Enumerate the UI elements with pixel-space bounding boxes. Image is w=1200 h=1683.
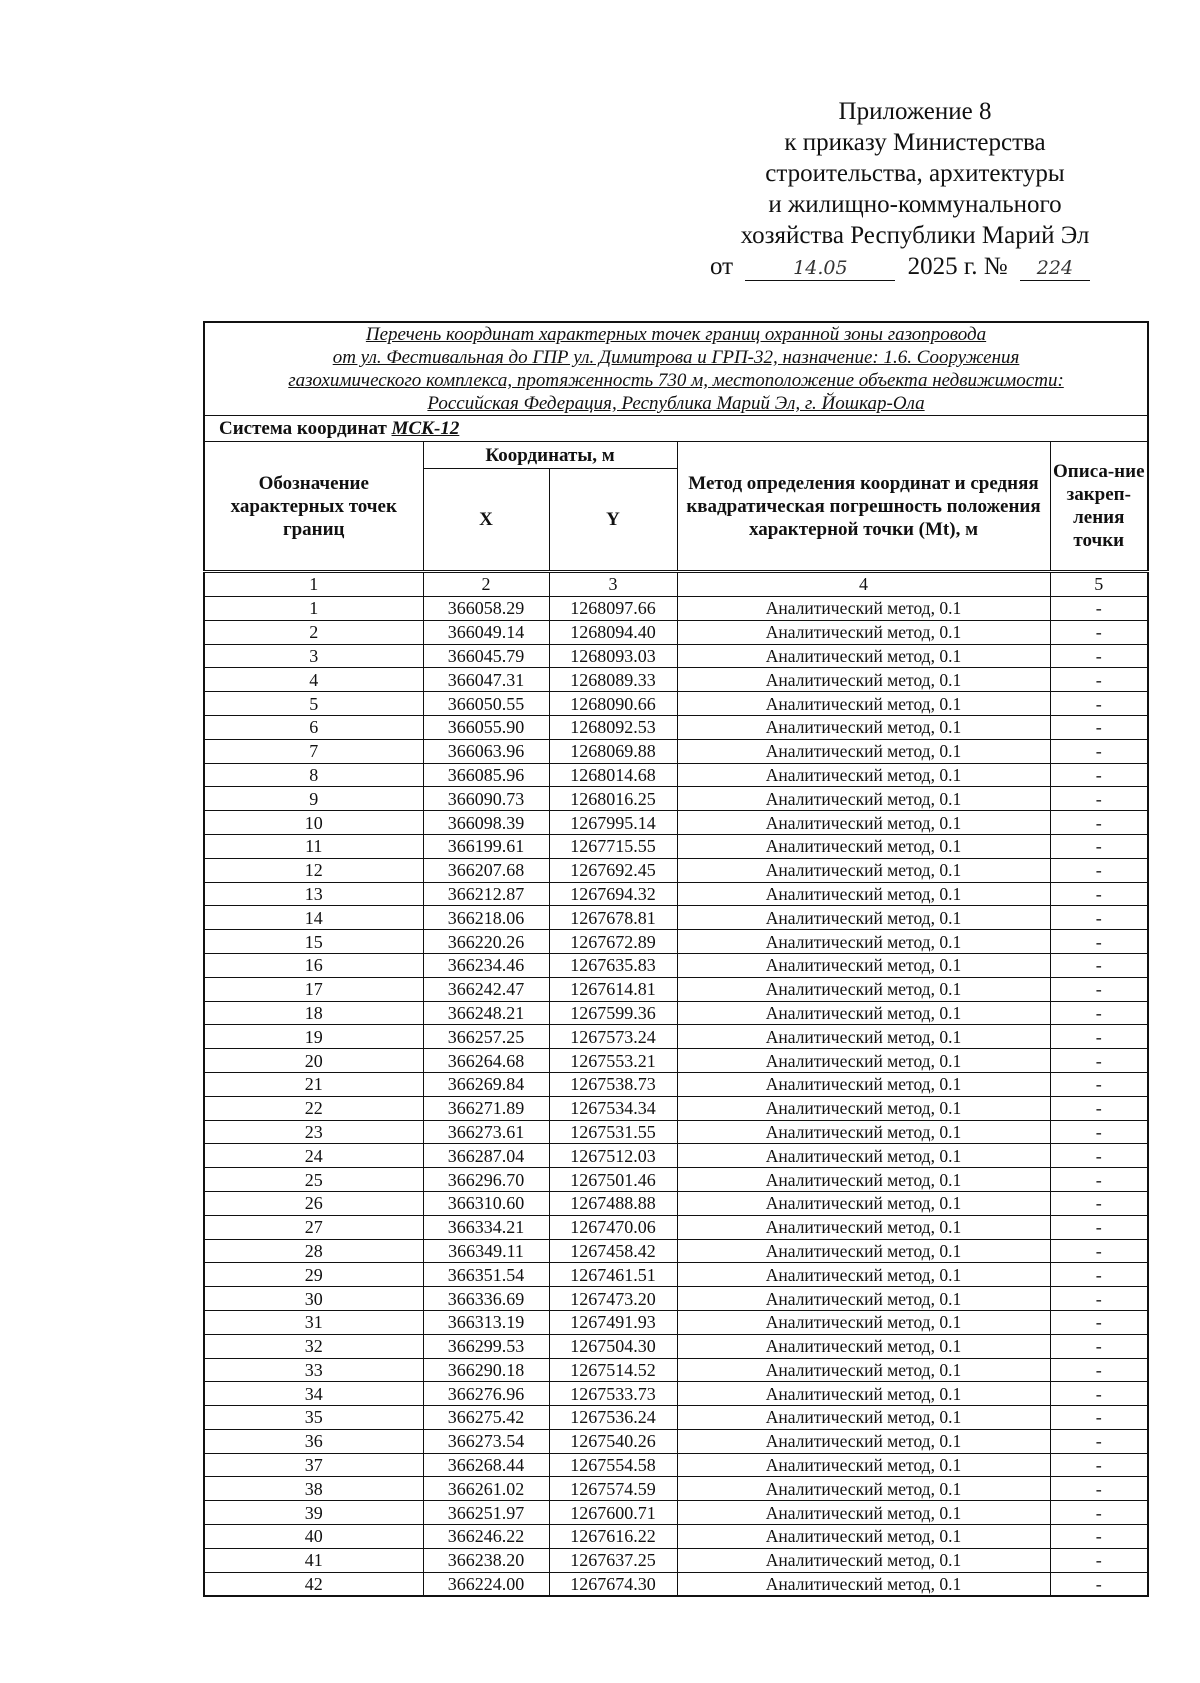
cell-y: 1267531.55 — [549, 1120, 677, 1144]
cell-x: 366273.61 — [423, 1120, 549, 1144]
cell-desc: - — [1050, 1406, 1148, 1430]
cell-desc: - — [1050, 692, 1148, 716]
cell-method: Аналитический метод, 0.1 — [677, 834, 1050, 858]
cell-desc: - — [1050, 882, 1148, 906]
table-row — [204, 1072, 1148, 1096]
cell-method: Аналитический метод, 0.1 — [677, 597, 1050, 621]
table-row — [204, 834, 1148, 858]
cell-method: Аналитический метод, 0.1 — [677, 882, 1050, 906]
cell-x: 366296.70 — [423, 1168, 549, 1192]
cell-desc: - — [1050, 1501, 1148, 1525]
cell-point: 20 — [204, 1049, 423, 1073]
cell-y: 1267533.73 — [549, 1382, 677, 1406]
appendix-date-line — [690, 251, 1140, 282]
cell-x: 366055.90 — [423, 715, 549, 739]
cell-point: 2 — [204, 620, 423, 644]
cell-x: 366269.84 — [423, 1072, 549, 1096]
cell-method: Аналитический метод, 0.1 — [677, 1477, 1050, 1501]
table-row — [204, 1191, 1148, 1215]
cell-x: 366218.06 — [423, 906, 549, 930]
cell-desc: - — [1050, 597, 1148, 621]
cell-y: 1267461.51 — [549, 1263, 677, 1287]
cell-desc: - — [1050, 1334, 1148, 1358]
cell-desc: - — [1050, 1525, 1148, 1549]
cell-x: 366085.96 — [423, 763, 549, 787]
table-row — [204, 763, 1148, 787]
cell-point: 3 — [204, 644, 423, 668]
cell-desc: - — [1050, 930, 1148, 954]
cell-point: 7 — [204, 739, 423, 763]
cell-point: 21 — [204, 1072, 423, 1096]
cell-y: 1267534.34 — [549, 1096, 677, 1120]
cell-method: Аналитический метод, 0.1 — [677, 811, 1050, 835]
cell-y: 1267614.81 — [549, 977, 677, 1001]
cell-desc: - — [1050, 977, 1148, 1001]
cell-y: 1268016.25 — [549, 787, 677, 811]
cell-y: 1267616.22 — [549, 1525, 677, 1549]
cell-x: 366271.89 — [423, 1096, 549, 1120]
appendix-line-housing: и жилищно-коммунального — [768, 191, 1062, 218]
cell-desc: - — [1050, 1144, 1148, 1168]
cell-point: 42 — [204, 1572, 423, 1596]
cell-point: 30 — [204, 1287, 423, 1311]
table-row — [204, 858, 1148, 882]
table-row — [204, 977, 1148, 1001]
table-row — [204, 1263, 1148, 1287]
cell-desc: - — [1050, 1239, 1148, 1263]
column-index-3: 3 — [549, 572, 677, 597]
cell-method: Аналитический метод, 0.1 — [677, 953, 1050, 977]
cell-x: 366047.31 — [423, 668, 549, 692]
cell-x: 366212.87 — [423, 882, 549, 906]
table-body — [204, 597, 1148, 1597]
handwritten-date: 14.05 — [745, 256, 895, 281]
cell-x: 366313.19 — [423, 1310, 549, 1334]
cell-x: 366090.73 — [423, 787, 549, 811]
cell-desc: - — [1050, 763, 1148, 787]
cell-x: 366336.69 — [423, 1287, 549, 1311]
column-index-row — [204, 572, 1148, 597]
handwritten-number: 224 — [1020, 256, 1090, 281]
cell-method: Аналитический метод, 0.1 — [677, 692, 1050, 716]
cell-desc: - — [1050, 787, 1148, 811]
cell-desc: - — [1050, 620, 1148, 644]
table-row — [204, 1548, 1148, 1572]
cell-desc: - — [1050, 1025, 1148, 1049]
cell-x: 366310.60 — [423, 1191, 549, 1215]
cell-y: 1267514.52 — [549, 1358, 677, 1382]
cell-point: 22 — [204, 1096, 423, 1120]
cell-y: 1268094.40 — [549, 620, 677, 644]
table-row — [204, 668, 1148, 692]
cell-method: Аналитический метод, 0.1 — [677, 787, 1050, 811]
cell-y: 1268069.88 — [549, 739, 677, 763]
appendix-line-order: к приказу Министерства — [784, 129, 1046, 156]
cell-x: 366261.02 — [423, 1477, 549, 1501]
cell-y: 1268092.53 — [549, 715, 677, 739]
cell-point: 25 — [204, 1168, 423, 1192]
table-row — [204, 1572, 1148, 1596]
cell-desc: - — [1050, 1120, 1148, 1144]
cell-method: Аналитический метод, 0.1 — [677, 1239, 1050, 1263]
caption-line-2: от ул. Фестивальная до ГПР ул. Димитрова и ГРП-32, назначение: 1.6. Сооружения — [332, 347, 1020, 368]
cell-point: 14 — [204, 906, 423, 930]
cell-x: 366050.55 — [423, 692, 549, 716]
cell-y: 1267512.03 — [549, 1144, 677, 1168]
cell-desc: - — [1050, 1453, 1148, 1477]
table-row — [204, 787, 1148, 811]
cell-point: 32 — [204, 1334, 423, 1358]
table-row — [204, 1358, 1148, 1382]
cell-point: 18 — [204, 1001, 423, 1025]
cell-method: Аналитический метод, 0.1 — [677, 644, 1050, 668]
cell-x: 366098.39 — [423, 811, 549, 835]
column-index-5: 5 — [1050, 572, 1148, 597]
coordinates-table — [203, 321, 1149, 1597]
table-row — [204, 930, 1148, 954]
cell-point: 5 — [204, 692, 423, 716]
cell-desc: - — [1050, 1310, 1148, 1334]
cell-y: 1268089.33 — [549, 668, 677, 692]
cell-method: Аналитический метод, 0.1 — [677, 620, 1050, 644]
header-method: Метод определения координат и средняя квадратическая погрешность положения характерной точки (Mt), м — [677, 442, 1050, 572]
cell-method: Аналитический метод, 0.1 — [677, 1001, 1050, 1025]
cell-method: Аналитический метод, 0.1 — [677, 1572, 1050, 1596]
cell-y: 1268093.03 — [549, 644, 677, 668]
table-row — [204, 1096, 1148, 1120]
cell-point: 16 — [204, 953, 423, 977]
table-row — [204, 953, 1148, 977]
cell-point: 19 — [204, 1025, 423, 1049]
cell-point: 38 — [204, 1477, 423, 1501]
cell-method: Аналитический метод, 0.1 — [677, 1096, 1050, 1120]
table-row — [204, 882, 1148, 906]
cell-x: 366299.53 — [423, 1334, 549, 1358]
table-row — [204, 1310, 1148, 1334]
cell-x: 366351.54 — [423, 1263, 549, 1287]
table-row — [204, 1429, 1148, 1453]
cell-y: 1267458.42 — [549, 1239, 677, 1263]
cell-y: 1267504.30 — [549, 1334, 677, 1358]
table-row — [204, 1501, 1148, 1525]
coordinate-system-cell — [204, 416, 1148, 442]
cell-y: 1267635.83 — [549, 953, 677, 977]
cell-desc: - — [1050, 1001, 1148, 1025]
cell-point: 11 — [204, 834, 423, 858]
cell-y: 1267674.30 — [549, 1572, 677, 1596]
table-row — [204, 739, 1148, 763]
cell-point: 29 — [204, 1263, 423, 1287]
table-row — [204, 1477, 1148, 1501]
cell-point: 24 — [204, 1144, 423, 1168]
cell-desc: - — [1050, 1263, 1148, 1287]
cell-method: Аналитический метод, 0.1 — [677, 1120, 1050, 1144]
column-index-2: 2 — [423, 572, 549, 597]
cell-x: 366049.14 — [423, 620, 549, 644]
cell-x: 366349.11 — [423, 1239, 549, 1263]
cell-x: 366045.79 — [423, 644, 549, 668]
appendix-line-ministry: строительства, архитектуры — [765, 160, 1065, 187]
cell-y: 1267488.88 — [549, 1191, 677, 1215]
cell-point: 8 — [204, 763, 423, 787]
cell-method: Аналитический метод, 0.1 — [677, 1263, 1050, 1287]
cell-desc: - — [1050, 1096, 1148, 1120]
caption-line-1: Перечень координат характерных точек границ охранной зоны газопровода — [365, 324, 987, 345]
header-x: X — [423, 469, 549, 572]
coordinate-system-row — [204, 416, 1148, 442]
table-row — [204, 1049, 1148, 1073]
cell-x: 366290.18 — [423, 1358, 549, 1382]
cell-x: 366242.47 — [423, 977, 549, 1001]
table-row — [204, 644, 1148, 668]
table-row — [204, 620, 1148, 644]
cell-method: Аналитический метод, 0.1 — [677, 906, 1050, 930]
table-row — [204, 1406, 1148, 1430]
cell-y: 1267694.32 — [549, 882, 677, 906]
table-row — [204, 906, 1148, 930]
from-label: от — [710, 253, 734, 280]
coordinate-system-value: МСК-12 — [391, 417, 460, 439]
cell-method: Аналитический метод, 0.1 — [677, 1382, 1050, 1406]
cell-method: Аналитический метод, 0.1 — [677, 1168, 1050, 1192]
cell-point: 9 — [204, 787, 423, 811]
cell-x: 366251.97 — [423, 1501, 549, 1525]
cell-y: 1268090.66 — [549, 692, 677, 716]
cell-method: Аналитический метод, 0.1 — [677, 1072, 1050, 1096]
cell-desc: - — [1050, 1191, 1148, 1215]
cell-method: Аналитический метод, 0.1 — [677, 668, 1050, 692]
cell-x: 366238.20 — [423, 1548, 549, 1572]
cell-point: 37 — [204, 1453, 423, 1477]
cell-desc: - — [1050, 1168, 1148, 1192]
cell-x: 366248.21 — [423, 1001, 549, 1025]
cell-x: 366246.22 — [423, 1525, 549, 1549]
cell-point: 26 — [204, 1191, 423, 1215]
cell-y: 1267637.25 — [549, 1548, 677, 1572]
caption-line-3: газохимического комплекса, протяженность 730 м, местоположение объекта недвижимости: — [288, 370, 1064, 391]
cell-desc: - — [1050, 1382, 1148, 1406]
table-row — [204, 1025, 1148, 1049]
cell-point: 10 — [204, 811, 423, 835]
cell-desc: - — [1050, 1215, 1148, 1239]
cell-desc: - — [1050, 644, 1148, 668]
cell-point: 27 — [204, 1215, 423, 1239]
cell-desc: - — [1050, 1072, 1148, 1096]
cell-x: 366268.44 — [423, 1453, 549, 1477]
coordinate-system-label: Система координат — [219, 417, 387, 439]
cell-point: 12 — [204, 858, 423, 882]
cell-x: 366264.68 — [423, 1049, 549, 1073]
table-caption-row — [204, 322, 1148, 416]
cell-point: 34 — [204, 1382, 423, 1406]
cell-y: 1267470.06 — [549, 1215, 677, 1239]
column-index-1: 1 — [204, 572, 423, 597]
cell-point: 31 — [204, 1310, 423, 1334]
appendix-header — [690, 96, 1140, 282]
table-row — [204, 1144, 1148, 1168]
header-point: Обозначение характерных точек границ — [204, 442, 423, 572]
table-row — [204, 597, 1148, 621]
table-row — [204, 1168, 1148, 1192]
cell-y: 1268014.68 — [549, 763, 677, 787]
cell-method: Аналитический метод, 0.1 — [677, 977, 1050, 1001]
cell-point: 35 — [204, 1406, 423, 1430]
cell-x: 366276.96 — [423, 1382, 549, 1406]
table-caption — [204, 322, 1148, 416]
cell-desc: - — [1050, 1477, 1148, 1501]
cell-point: 28 — [204, 1239, 423, 1263]
cell-method: Аналитический метод, 0.1 — [677, 1406, 1050, 1430]
cell-desc: - — [1050, 811, 1148, 835]
cell-x: 366220.26 — [423, 930, 549, 954]
cell-method: Аналитический метод, 0.1 — [677, 739, 1050, 763]
cell-y: 1267473.20 — [549, 1287, 677, 1311]
cell-method: Аналитический метод, 0.1 — [677, 1548, 1050, 1572]
header-desc: Описа-ние закреп-ления точки — [1050, 442, 1148, 572]
table-row — [204, 1001, 1148, 1025]
cell-x: 366287.04 — [423, 1144, 549, 1168]
cell-point: 6 — [204, 715, 423, 739]
cell-desc: - — [1050, 1358, 1148, 1382]
cell-y: 1267995.14 — [549, 811, 677, 835]
cell-point: 13 — [204, 882, 423, 906]
cell-y: 1267553.21 — [549, 1049, 677, 1073]
cell-y: 1267554.58 — [549, 1453, 677, 1477]
cell-method: Аналитический метод, 0.1 — [677, 1215, 1050, 1239]
cell-method: Аналитический метод, 0.1 — [677, 1358, 1050, 1382]
cell-y: 1267501.46 — [549, 1168, 677, 1192]
cell-method: Аналитический метод, 0.1 — [677, 1310, 1050, 1334]
cell-point: 1 — [204, 597, 423, 621]
cell-point: 15 — [204, 930, 423, 954]
cell-desc: - — [1050, 715, 1148, 739]
cell-point: 36 — [204, 1429, 423, 1453]
cell-point: 33 — [204, 1358, 423, 1382]
cell-y: 1267678.81 — [549, 906, 677, 930]
cell-method: Аналитический метод, 0.1 — [677, 1501, 1050, 1525]
cell-x: 366224.00 — [423, 1572, 549, 1596]
cell-y: 1267692.45 — [549, 858, 677, 882]
cell-y: 1267574.59 — [549, 1477, 677, 1501]
cell-x: 366058.29 — [423, 597, 549, 621]
cell-x: 366063.96 — [423, 739, 549, 763]
cell-desc: - — [1050, 739, 1148, 763]
cell-point: 40 — [204, 1525, 423, 1549]
cell-desc: - — [1050, 906, 1148, 930]
table-row — [204, 692, 1148, 716]
cell-desc: - — [1050, 834, 1148, 858]
cell-x: 366273.54 — [423, 1429, 549, 1453]
cell-method: Аналитический метод, 0.1 — [677, 1287, 1050, 1311]
header-coords: Координаты, м — [423, 442, 677, 469]
cell-y: 1267715.55 — [549, 834, 677, 858]
cell-method: Аналитический метод, 0.1 — [677, 1334, 1050, 1358]
cell-x: 366199.61 — [423, 834, 549, 858]
header-y: Y — [549, 469, 677, 572]
cell-desc: - — [1050, 1572, 1148, 1596]
cell-method: Аналитический метод, 0.1 — [677, 1191, 1050, 1215]
cell-y: 1267491.93 — [549, 1310, 677, 1334]
cell-point: 17 — [204, 977, 423, 1001]
cell-method: Аналитический метод, 0.1 — [677, 1453, 1050, 1477]
cell-point: 39 — [204, 1501, 423, 1525]
table-row — [204, 811, 1148, 835]
cell-y: 1267540.26 — [549, 1429, 677, 1453]
cell-y: 1268097.66 — [549, 597, 677, 621]
cell-method: Аналитический метод, 0.1 — [677, 858, 1050, 882]
cell-x: 366275.42 — [423, 1406, 549, 1430]
table-row — [204, 1334, 1148, 1358]
cell-method: Аналитический метод, 0.1 — [677, 1525, 1050, 1549]
cell-point: 41 — [204, 1548, 423, 1572]
cell-point: 4 — [204, 668, 423, 692]
cell-x: 366257.25 — [423, 1025, 549, 1049]
cell-y: 1267599.36 — [549, 1001, 677, 1025]
cell-method: Аналитический метод, 0.1 — [677, 1429, 1050, 1453]
caption-line-4: Российская Федерация, Республика Марий Эл, г. Йошкар-Ола — [427, 393, 925, 414]
cell-method: Аналитический метод, 0.1 — [677, 930, 1050, 954]
cell-desc: - — [1050, 1049, 1148, 1073]
table-row — [204, 1120, 1148, 1144]
cell-y: 1267672.89 — [549, 930, 677, 954]
appendix-title: Приложение 8 — [838, 98, 992, 125]
cell-desc: - — [1050, 1287, 1148, 1311]
cell-method: Аналитический метод, 0.1 — [677, 763, 1050, 787]
cell-y: 1267538.73 — [549, 1072, 677, 1096]
cell-desc: - — [1050, 858, 1148, 882]
cell-method: Аналитический метод, 0.1 — [677, 715, 1050, 739]
table-row — [204, 1215, 1148, 1239]
appendix-line-republic: хозяйства Республики Марий Эл — [740, 222, 1090, 249]
cell-x: 366234.46 — [423, 953, 549, 977]
cell-x: 366207.68 — [423, 858, 549, 882]
cell-y: 1267573.24 — [549, 1025, 677, 1049]
cell-method: Аналитический метод, 0.1 — [677, 1025, 1050, 1049]
cell-x: 366334.21 — [423, 1215, 549, 1239]
table-row — [204, 1287, 1148, 1311]
cell-desc: - — [1050, 1548, 1148, 1572]
cell-y: 1267600.71 — [549, 1501, 677, 1525]
cell-point: 23 — [204, 1120, 423, 1144]
table-row — [204, 1525, 1148, 1549]
table-row — [204, 1382, 1148, 1406]
table-row — [204, 1453, 1148, 1477]
cell-method: Аналитический метод, 0.1 — [677, 1049, 1050, 1073]
cell-desc: - — [1050, 953, 1148, 977]
year-number-label: 2025 г. № — [907, 253, 1008, 280]
cell-desc: - — [1050, 668, 1148, 692]
cell-y: 1267536.24 — [549, 1406, 677, 1430]
cell-desc: - — [1050, 1429, 1148, 1453]
table-row — [204, 715, 1148, 739]
cell-method: Аналитический метод, 0.1 — [677, 1144, 1050, 1168]
table-row — [204, 1239, 1148, 1263]
column-index-4: 4 — [677, 572, 1050, 597]
header-row-1 — [204, 442, 1148, 469]
